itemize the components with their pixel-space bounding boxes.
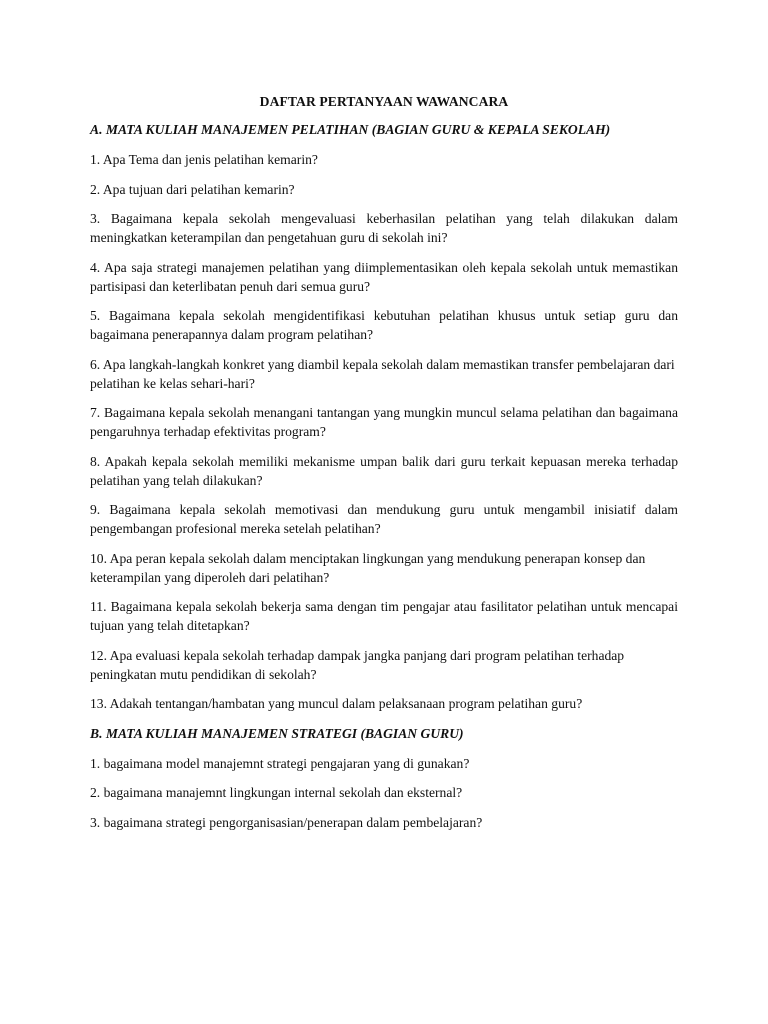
- section-a-question-6: 6. Apa langkah-langkah konkret yang diambil kepala sekolah dalam memastikan transfer pembelajaran dari pelatihan ke kelas sehari-hari?: [90, 356, 675, 391]
- section-a-question-12: 12. Apa evaluasi kepala sekolah terhadap dampak jangka panjang dari program pelatihan terhadap peningkatan mutu pendidikan di sekolah?: [90, 647, 625, 682]
- section-b-question-3: 3. bagaimana strategi pengorganisasian/penerapan dalam pembelajaran?: [90, 814, 483, 830]
- section-a-question-3: 3. Bagaimana kepala sekolah mengevaluasi keberhasilan pelatihan yang telah dilakukan dalam meningkatkan keterampilan dan pengetahuan guru di sekolah ini?: [90, 211, 678, 245]
- section-a-question-8: 8. Apakah kepala sekolah memiliki mekanisme umpan balik dari guru terkait kepuasan mereka terhadap pelatihan yang telah dilakukan?: [90, 453, 678, 488]
- section-a-heading: A. MATA KULIAH MANAJEMEN PELATIHAN (BAGIAN GURU & KEPALA SEKOLAH): [90, 122, 611, 137]
- section-a-question-13: 13. Adakah tentangan/hambatan yang muncul dalam pelaksanaan program pelatihan guru?: [90, 696, 583, 711]
- section-a-question-4: 4. Apa saja strategi manajemen pelatihan yang diimplementasikan oleh kepala sekolah untuk memastikan partisipasi dan keterlibatan penuh dari semua guru?: [90, 259, 678, 294]
- section-b-heading: B. MATA KULIAH MANAJEMEN STRATEGI (BAGIAN GURU): [90, 725, 464, 741]
- section-a-question-7: 7. Bagaimana kepala sekolah menangani tantangan yang mungkin muncul selama pelatihan dan bagaimana pengaruhnya terhadap efektivitas program?: [90, 405, 678, 439]
- document-page: [90, 92, 678, 842]
- section-a-question-11: 11. Bagaimana kepala sekolah bekerja sama dengan tim pengajar atau fasilitator pelatihan untuk mencapai tujuan yang telah ditetapkan?: [90, 599, 678, 633]
- section-b-question-1: 1. bagaimana model manajemnt strategi pengajaran yang di gunakan?: [90, 755, 470, 771]
- section-a-question-5: 5. Bagaimana kepala sekolah mengidentifikasi kebutuhan pelatihan khusus untuk setiap guru dan bagaimana penerapannya dalam program pelatihan?: [90, 308, 678, 342]
- document-title: DAFTAR PERTANYAAN WAWANCARA: [259, 94, 509, 109]
- section-a-question-9: 9. Bagaimana kepala sekolah memotivasi dan mendukung guru untuk mengambil inisiatif dalam pengembangan profesional mereka setelah pelatihan?: [90, 502, 678, 536]
- section-b-question-2: 2. bagaimana manajemnt lingkungan internal sekolah dan eksternal?: [90, 785, 463, 800]
- section-a-question-2: 2. Apa tujuan dari pelatihan kemarin?: [90, 181, 295, 197]
- section-a-question-10: 10. Apa peran kepala sekolah dalam menciptakan lingkungan yang mendukung penerapan konsep dan keterampilan yang diperoleh dari pelatihan?: [90, 550, 646, 585]
- section-a-question-1: 1. Apa Tema dan jenis pelatihan kemarin?: [90, 152, 318, 167]
